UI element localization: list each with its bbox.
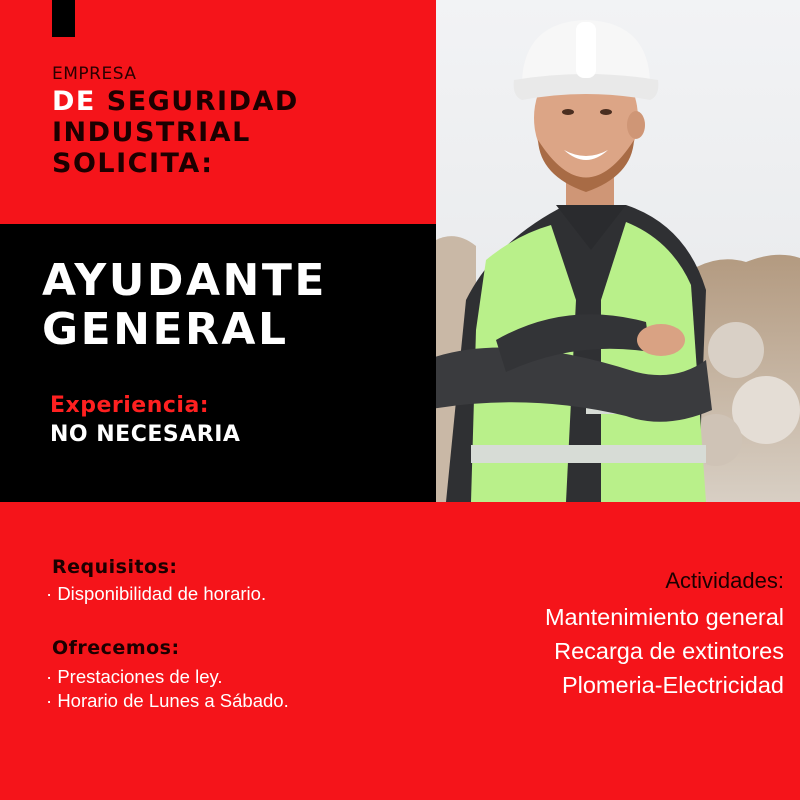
list-item: · Horario de Lunes a Sábado. bbox=[46, 689, 289, 713]
job-title bbox=[42, 256, 327, 354]
company-headline bbox=[52, 86, 299, 179]
offers-heading: Ofrecemos: bbox=[52, 637, 180, 659]
worker-illustration bbox=[436, 0, 800, 502]
decorative-bar bbox=[52, 0, 75, 37]
headline-line-3: SOLICITA: bbox=[52, 148, 214, 179]
experience-value: NO NECESARIA bbox=[50, 422, 241, 447]
worker-photo bbox=[436, 0, 800, 502]
activities-list bbox=[545, 600, 784, 702]
company-eyebrow: EMPRESA bbox=[52, 64, 137, 84]
activities-heading: Actividades: bbox=[665, 568, 784, 593]
list-item: Recarga de extintores bbox=[554, 638, 784, 664]
list-item: Mantenimiento general bbox=[544, 604, 784, 630]
job-title-line-2: GENERAL bbox=[42, 304, 289, 355]
experience-label: Experiencia: bbox=[50, 393, 210, 418]
headline-line-1 bbox=[52, 86, 299, 117]
list-item: · Prestaciones de ley. bbox=[46, 665, 289, 689]
requirements-heading: Requisitos: bbox=[52, 556, 178, 578]
offers-list bbox=[46, 665, 289, 713]
headline-rest: SEGURIDAD bbox=[95, 86, 299, 117]
list-item: Plomeria-Electricidad bbox=[561, 672, 784, 698]
headline-lead: DE bbox=[52, 86, 96, 117]
requirements-list bbox=[46, 582, 266, 606]
list-item: · Disponibilidad de horario. bbox=[46, 582, 266, 606]
job-title-line-1: AYUDANTE bbox=[42, 255, 327, 306]
headline-line-2: INDUSTRIAL bbox=[52, 117, 251, 148]
